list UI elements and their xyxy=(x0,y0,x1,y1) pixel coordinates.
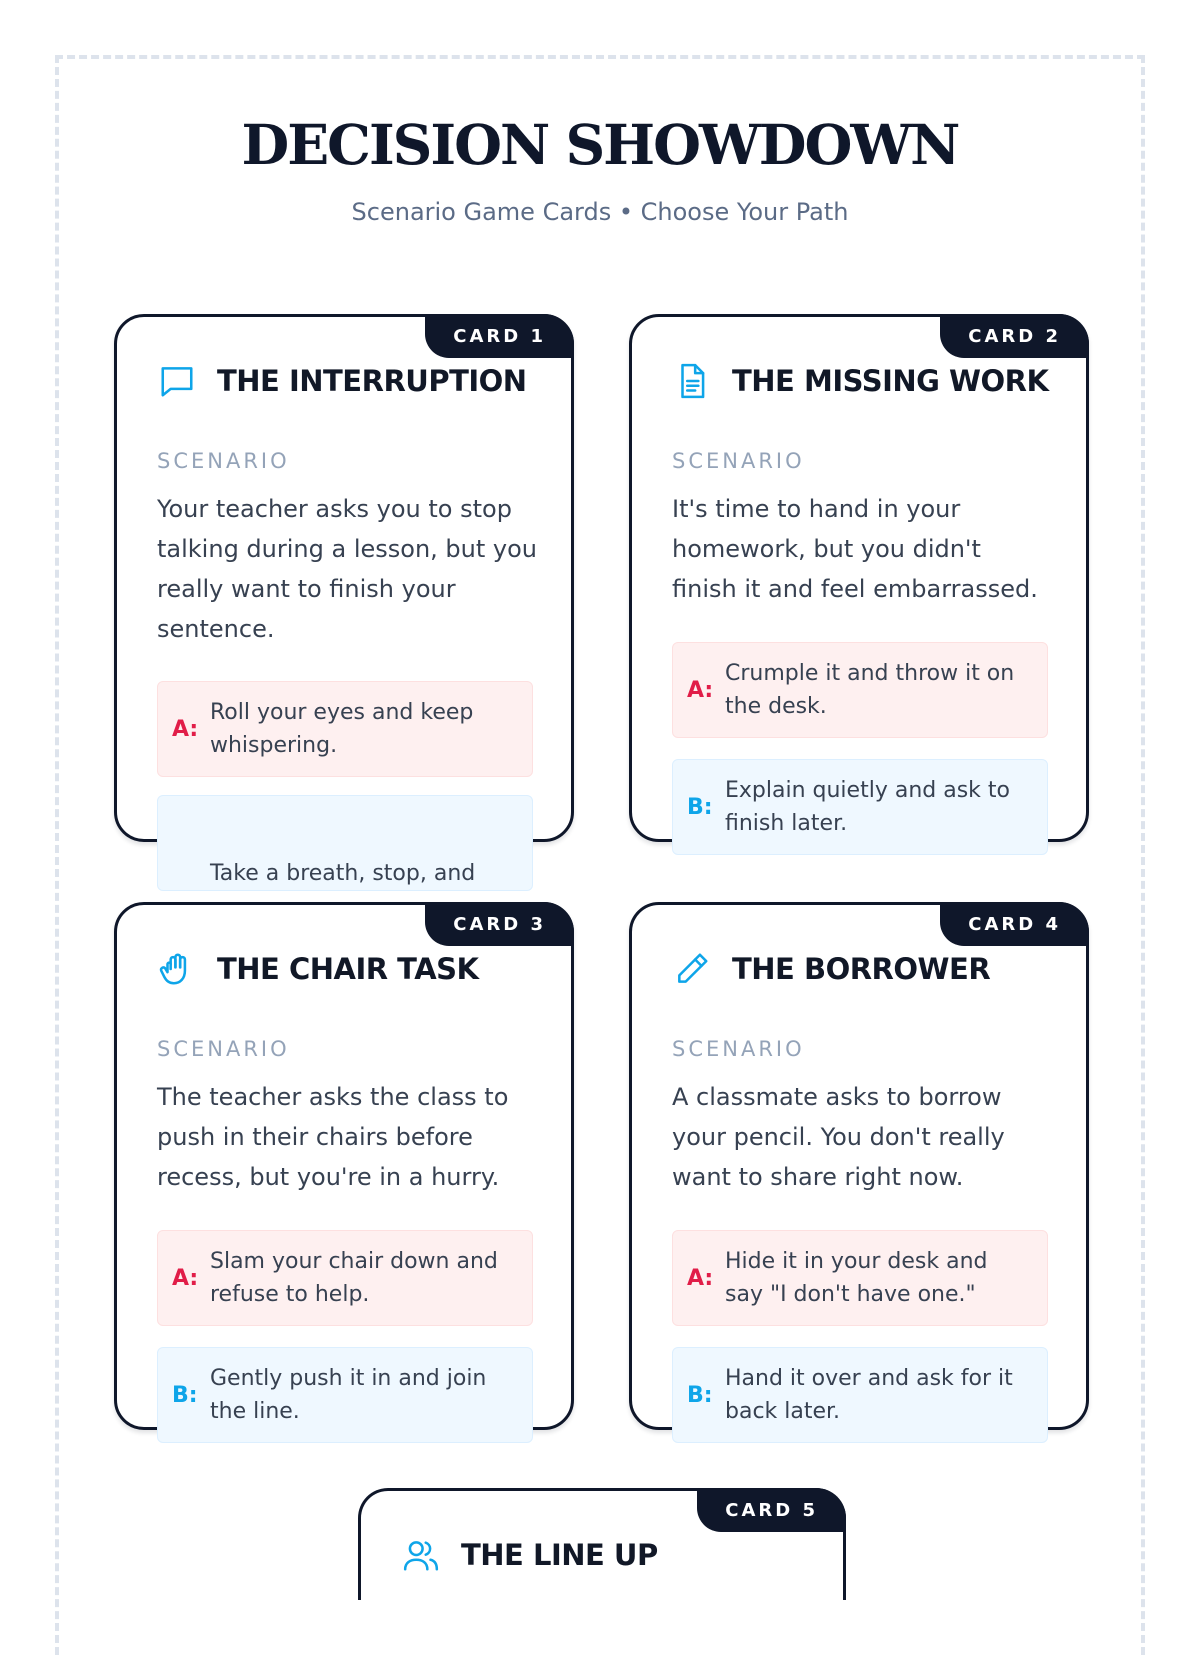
page-subtitle: Scenario Game Cards • Choose Your Path xyxy=(351,198,849,226)
option-key: B: xyxy=(687,1382,713,1408)
card-badge: CARD 1 xyxy=(425,314,574,358)
option-key: B: xyxy=(172,1382,198,1408)
option-text: Hide it in your desk and say "I don't have one." xyxy=(725,1249,988,1307)
card-title: THE MISSING WORK xyxy=(732,364,1049,398)
option-b-button[interactable] xyxy=(672,1347,1048,1443)
scenario-card-1[interactable] xyxy=(114,314,574,886)
option-text: Explain quietly and ask to finish later. xyxy=(725,778,1010,836)
option-key: A: xyxy=(172,1265,199,1291)
card-badge: CARD 5 xyxy=(697,1488,846,1532)
option-b-button[interactable] xyxy=(672,759,1048,855)
option-key: A: xyxy=(172,716,199,742)
option-text: Hand it over and ask for it back later. xyxy=(725,1366,1013,1424)
card-title: THE LINE UP xyxy=(461,1538,658,1572)
scenario-card-3[interactable] xyxy=(114,902,574,1430)
option-text: Crumple it and throw it on the desk. xyxy=(725,661,1015,719)
option-a-button[interactable] xyxy=(672,1230,1048,1326)
option-b-button[interactable] xyxy=(157,1347,533,1443)
scenario-label: SCENARIO xyxy=(157,1037,290,1061)
page-title: DECISION SHOWDOWN xyxy=(241,112,959,177)
scenario-text: The teacher asks the class to push in their chairs before recess, but you're in a hurry. xyxy=(157,1083,509,1191)
scenario-text: It's time to hand in your homework, but you didn't finish it and feel embarrassed. xyxy=(672,495,1038,603)
card-badge: CARD 3 xyxy=(425,902,574,946)
option-text: Slam your chair down and refuse to help. xyxy=(210,1249,498,1307)
option-a-button[interactable] xyxy=(157,681,533,777)
card-title: THE CHAIR TASK xyxy=(217,952,479,986)
option-text: Take a breath, stop, and xyxy=(210,860,476,886)
scenario-label: SCENARIO xyxy=(157,449,290,473)
option-b-button[interactable] xyxy=(157,795,533,891)
scenario-card-4[interactable] xyxy=(629,902,1089,1430)
pencil-icon xyxy=(672,949,712,989)
option-a-button[interactable] xyxy=(672,642,1048,738)
card-badge: CARD 4 xyxy=(940,902,1089,946)
scenario-label: SCENARIO xyxy=(672,449,805,473)
card-title: THE INTERRUPTION xyxy=(217,364,527,398)
people-icon xyxy=(401,1535,441,1575)
option-key: B: xyxy=(687,794,713,820)
scenario-text: A classmate asks to borrow your pencil. You don't really want to share right now. xyxy=(672,1083,1005,1191)
hand-icon xyxy=(157,949,197,989)
scenario-text: Your teacher asks you to stop talking during a lesson, but you really want to finish your sentence. xyxy=(157,495,537,643)
option-key: A: xyxy=(687,677,714,703)
option-text: Roll your eyes and keep whispering. xyxy=(210,700,474,758)
card-title: THE BORROWER xyxy=(732,952,991,986)
option-a-button[interactable] xyxy=(157,1230,533,1326)
option-key: A: xyxy=(687,1265,714,1291)
scenario-card-2[interactable] xyxy=(629,314,1089,842)
scenario-label: SCENARIO xyxy=(672,1037,805,1061)
document-icon xyxy=(672,361,712,401)
card-badge: CARD 2 xyxy=(940,314,1089,358)
scenario-card-5[interactable] xyxy=(358,1488,846,1600)
chat-bubble-icon xyxy=(157,361,197,401)
option-text: Gently push it in and join the line. xyxy=(210,1366,487,1424)
